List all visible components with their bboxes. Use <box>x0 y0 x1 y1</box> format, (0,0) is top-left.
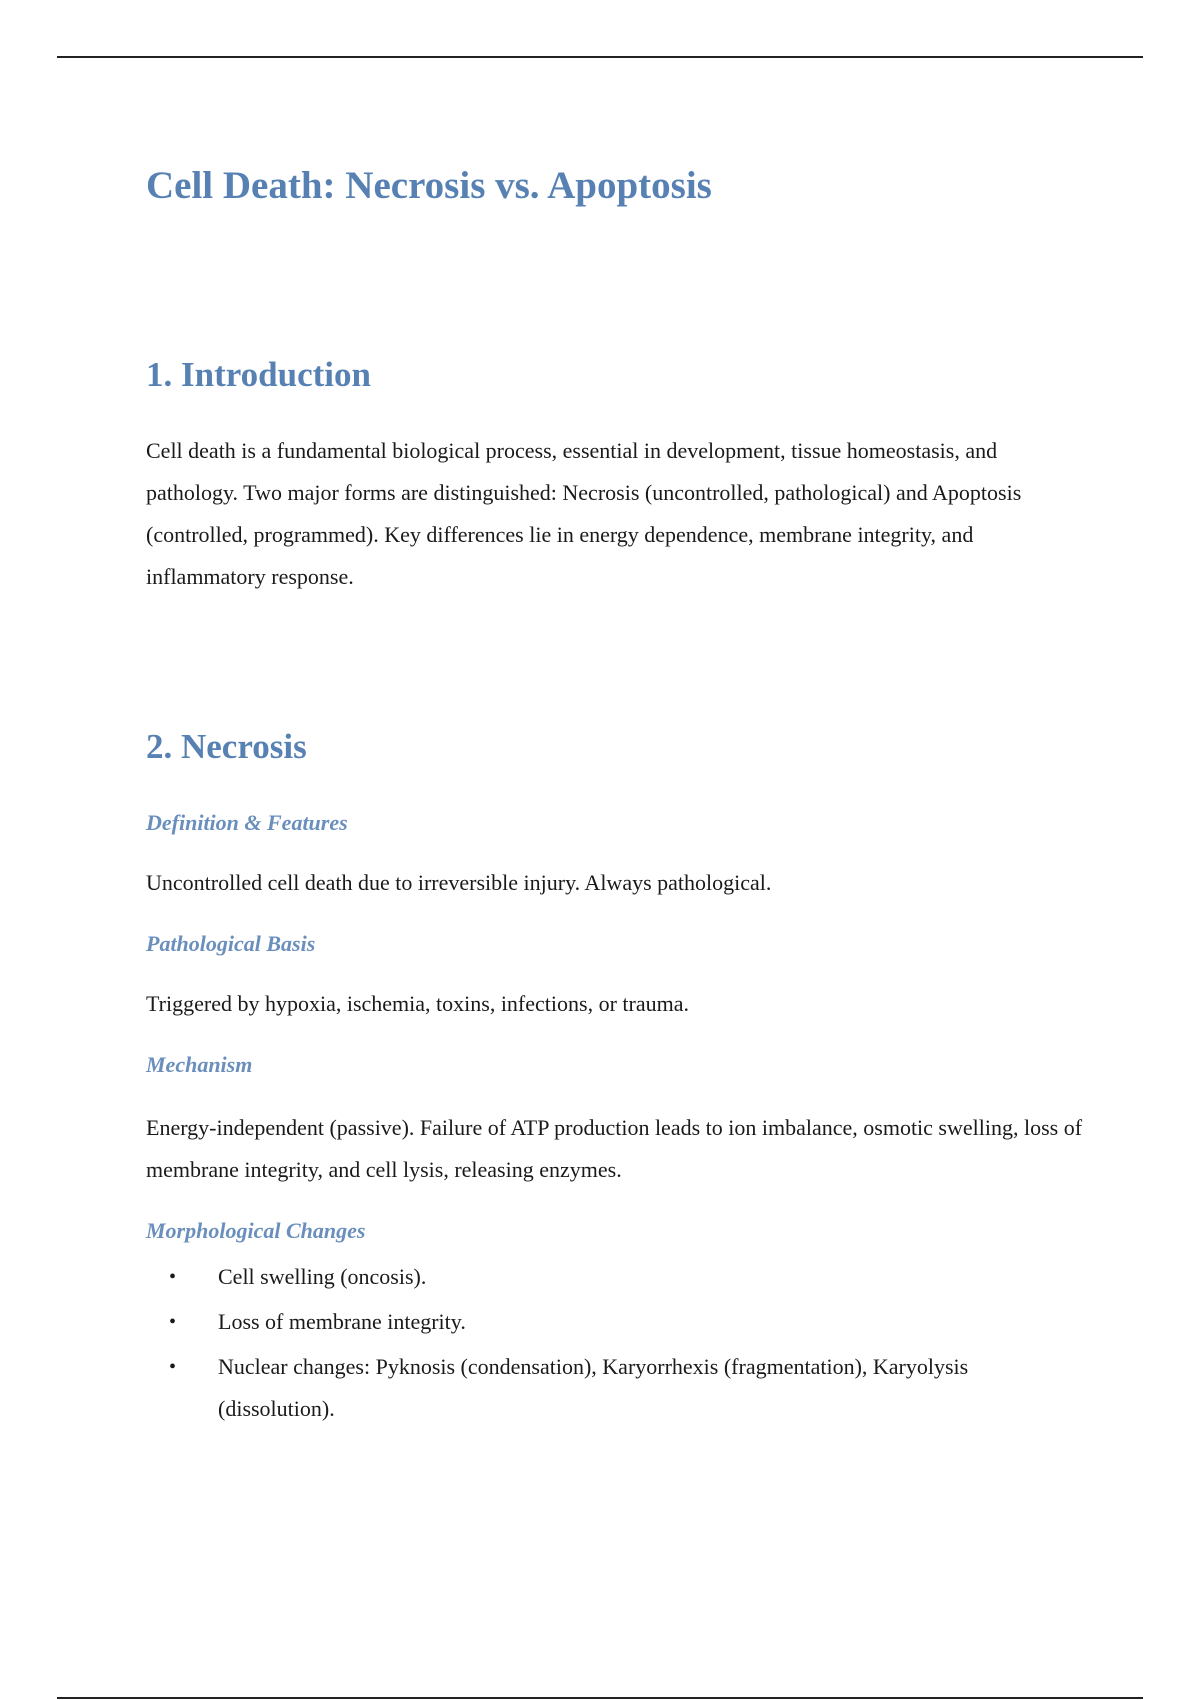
bullet-icon: • <box>169 1266 177 1288</box>
bullet-icon: • <box>169 1356 177 1378</box>
pathological-basis-paragraph: Triggered by hypoxia, ischemia, toxins, infections, or trauma. <box>146 991 689 1016</box>
list-item-text: Cell swelling (oncosis). <box>218 1264 427 1289</box>
introduction-paragraph: Cell death is a fundamental biological process, essential in development, tissue homeostasis, and pathology. Two major forms are distinguished: Necrosis (uncontrolled, pathological) and Apoptosis (controlled, programmed). Key differences lie in energy dependence, membrane integrity, and inflammatory response. <box>146 438 1022 589</box>
document-title: Cell Death: Necrosis vs. Apoptosis <box>146 164 712 207</box>
subheading-pathological-basis: Pathological Basis <box>146 931 316 956</box>
morphological-changes-list <box>146 1256 1086 1433</box>
subheading-definition: Definition & Features <box>146 810 348 835</box>
mechanism-paragraph: Energy-independent (passive). Failure of ATP production leads to ion imbalance, osmotic swelling, loss of membrane integrity, and cell lysis, releasing enzymes. <box>146 1115 1083 1182</box>
subheading-mechanism: Mechanism <box>146 1052 253 1077</box>
list-item <box>146 1301 1086 1343</box>
subheading-morphological-changes: Morphological Changes <box>146 1218 366 1243</box>
header-rule <box>57 56 1143 58</box>
footer-rule <box>57 1697 1143 1699</box>
section-heading-introduction: 1. Introduction <box>146 355 371 394</box>
list-item-text: Loss of membrane integrity. <box>218 1309 466 1334</box>
list-item <box>146 1256 1086 1298</box>
definition-paragraph: Uncontrolled cell death due to irreversible injury. Always pathological. <box>146 870 772 895</box>
section-heading-necrosis: 2. Necrosis <box>146 727 307 766</box>
list-item-text: Nuclear changes: Pyknosis (condensation), Karyorrhexis (fragmentation), Karyolysis (dissolution). <box>218 1354 969 1421</box>
list-item <box>146 1346 1086 1430</box>
bullet-icon: • <box>169 1311 177 1333</box>
